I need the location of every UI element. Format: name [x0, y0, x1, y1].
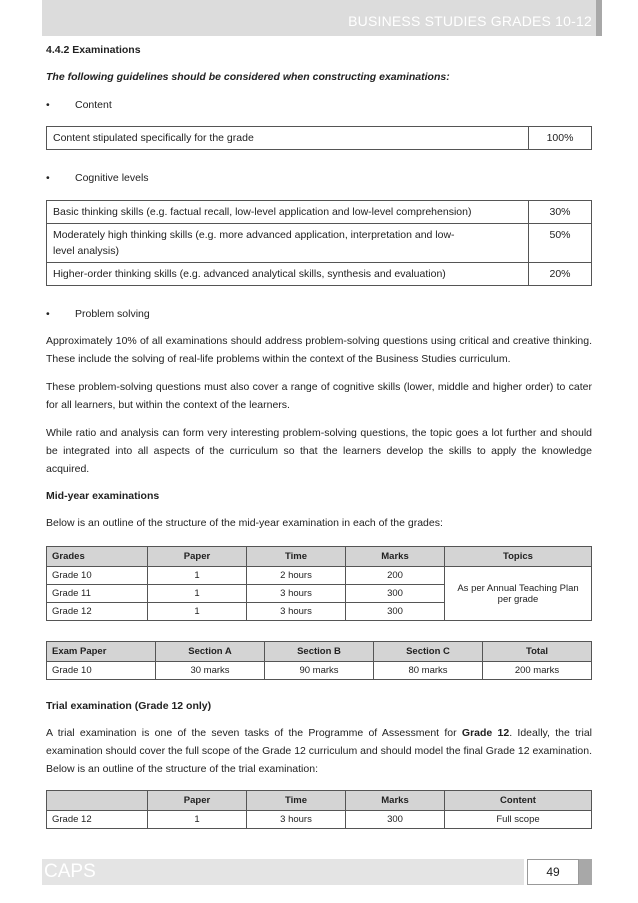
column-header: Section A — [156, 642, 265, 662]
topics-cell: As per Annual Teaching Plan per grade — [445, 567, 592, 621]
table-header-row — [47, 791, 592, 811]
section-lead: The following guidelines should be considered when constructing examinations: — [46, 71, 450, 83]
trial-text: A trial examination is one of the seven tasks of the Programme of Assessment for — [46, 727, 462, 739]
bullet-cognitive — [46, 172, 592, 184]
section-c-cell: 80 marks — [374, 662, 483, 680]
cognitive-value: 20% — [529, 263, 592, 286]
trial-grade-bold: Grade 12 — [461, 727, 510, 739]
time-cell: 2 hours — [247, 567, 346, 585]
table-row — [47, 127, 592, 150]
midyear-table — [46, 546, 592, 621]
trial-text: . Ideally, the trial examination should cover the full scope of the Grade 12 curriculum and should model the final Grade 12 examination. Below is an outline of the structure of the trial examination: — [46, 727, 592, 775]
cognitive-value: 30% — [529, 201, 592, 224]
footer-bar-edge — [579, 859, 592, 885]
bullet-icon: • — [46, 308, 50, 320]
section-a-cell: 30 marks — [156, 662, 265, 680]
page-content — [46, 36, 592, 829]
time-cell: 3 hours — [247, 811, 346, 829]
exam-paper-cell: Grade 10 — [47, 662, 156, 680]
footer-label: CAPS — [44, 861, 96, 882]
paragraph: While ratio and analysis can form very interesting problem-solving questions, the topic goes a lot further and should be integrated into all aspects of the curriculum so that the learners develop the skills to apply the knowledge acquired. — [46, 427, 592, 475]
table-row — [47, 811, 592, 829]
bullet-problem — [46, 308, 592, 320]
column-header: Topics — [445, 547, 592, 567]
content-label: Content stipulated specifically for the grade — [47, 127, 529, 150]
footer-bar — [42, 859, 524, 885]
paper-cell: 1 — [148, 811, 247, 829]
table-header-row — [47, 547, 592, 567]
section-b-cell: 90 marks — [265, 662, 374, 680]
paper-cell: 1 — [148, 585, 247, 603]
bullet-icon: • — [46, 172, 50, 184]
grade-cell: Grade 12 — [47, 811, 148, 829]
column-header: Exam Paper — [47, 642, 156, 662]
cognitive-label: Moderately high thinking skills (e.g. more advanced application, interpretation and low-level analysis) — [47, 224, 529, 263]
trial-heading: Trial examination (Grade 12 only) — [46, 700, 212, 712]
paragraph: Approximately 10% of all examinations should address problem-solving questions using critical and creative thinking. These include the solving of real-life problems within the context of the Business Studies curriculum. — [46, 335, 592, 365]
section-heading: 4.4.2 Examinations — [46, 44, 141, 56]
column-header: Marks — [346, 791, 445, 811]
paper-cell: 1 — [148, 567, 247, 585]
table-row — [47, 201, 592, 224]
content-table — [46, 126, 592, 150]
midyear-heading: Mid-year examinations — [46, 490, 160, 502]
grade-cell: Grade 12 — [47, 603, 148, 621]
sections-table — [46, 641, 592, 680]
grade-cell: Grade 10 — [47, 567, 148, 585]
cognitive-table — [46, 200, 592, 286]
cognitive-value: 50% — [529, 224, 592, 263]
column-header: Marks — [346, 547, 445, 567]
trial-paragraph — [46, 724, 592, 778]
content-cell: Full scope — [445, 811, 592, 829]
midyear-intro: Below is an outline of the structure of the mid-year examination in each of the grades: — [46, 517, 443, 529]
time-cell: 3 hours — [247, 603, 346, 621]
column-header: Time — [247, 791, 346, 811]
column-header: Content — [445, 791, 592, 811]
content-value: 100% — [529, 127, 592, 150]
header-bar-edge — [596, 0, 602, 36]
table-header-row — [47, 642, 592, 662]
column-header: Total — [483, 642, 592, 662]
marks-cell: 300 — [346, 811, 445, 829]
table-row — [47, 263, 592, 286]
bullet-icon: • — [46, 99, 50, 111]
column-header: Grades — [47, 547, 148, 567]
marks-cell: 300 — [346, 585, 445, 603]
table-row — [47, 567, 592, 585]
cognitive-label: Higher-order thinking skills (e.g. advanced analytical skills, synthesis and evaluation) — [47, 263, 529, 286]
page-number: 49 — [527, 859, 579, 885]
bullet-label: Problem solving — [75, 308, 150, 320]
marks-cell: 300 — [346, 603, 445, 621]
table-row — [47, 662, 592, 680]
bullet-label: Cognitive levels — [75, 172, 149, 184]
column-header: Time — [247, 547, 346, 567]
paragraph: These problem-solving questions must also cover a range of cognitive skills (lower, middle and higher order) to cater for all learners, but within the context of the learners. — [46, 381, 592, 411]
trial-table — [46, 790, 592, 829]
column-header: Paper — [148, 791, 247, 811]
column-header — [47, 791, 148, 811]
paper-cell: 1 — [148, 603, 247, 621]
bullet-content — [46, 99, 592, 111]
total-cell: 200 marks — [483, 662, 592, 680]
column-header: Paper — [148, 547, 247, 567]
table-row — [47, 224, 592, 263]
time-cell: 3 hours — [247, 585, 346, 603]
column-header: Section B — [265, 642, 374, 662]
column-header: Section C — [374, 642, 483, 662]
grade-cell: Grade 11 — [47, 585, 148, 603]
bullet-label: Content — [75, 99, 112, 111]
marks-cell: 200 — [346, 567, 445, 585]
cognitive-label: Basic thinking skills (e.g. factual recall, low-level application and low-level comprehension) — [47, 201, 529, 224]
header-title: BUSINESS STUDIES GRADES 10-12 — [348, 13, 592, 29]
